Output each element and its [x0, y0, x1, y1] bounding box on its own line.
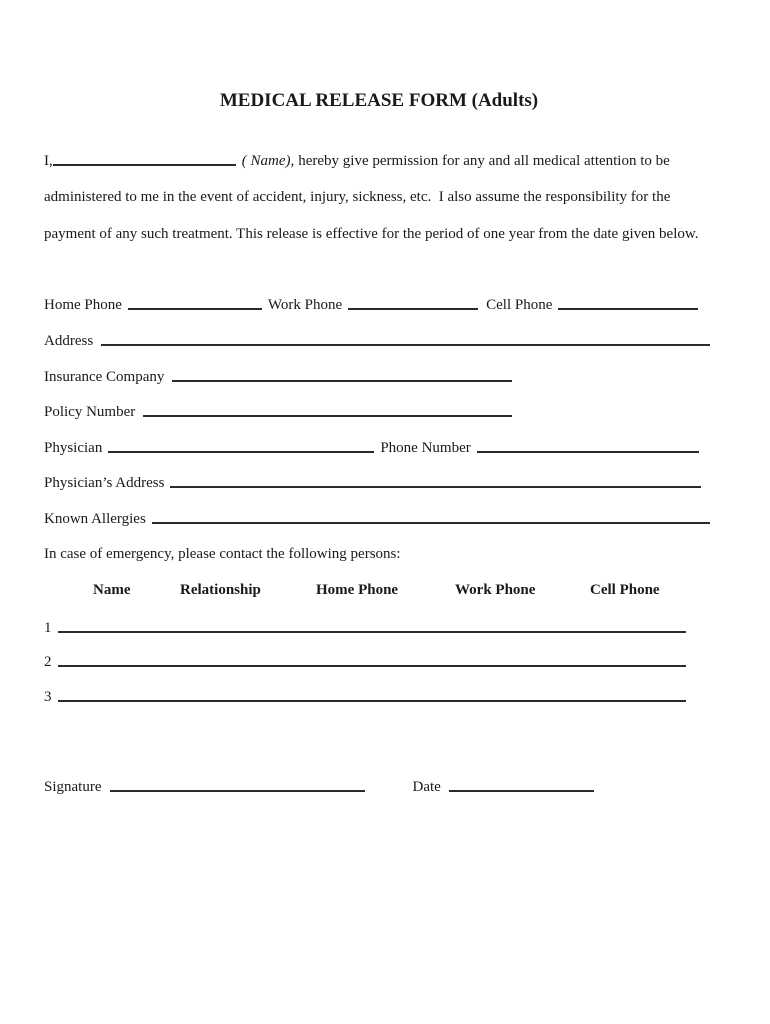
- known-allergies-row: [44, 508, 714, 530]
- row-3-number: 3: [44, 689, 52, 705]
- date-blank-field[interactable]: [449, 785, 594, 792]
- physician-row: [44, 437, 714, 459]
- intro-line-2: administered to me in the event of accident, injury, sickness, etc. I also assume the responsibility for the: [44, 189, 671, 205]
- address-blank-field[interactable]: [101, 339, 710, 346]
- signature-label: Signature: [44, 779, 102, 795]
- known-allergies-blank-field[interactable]: [152, 517, 710, 524]
- intro-prefix: I,: [44, 153, 53, 169]
- emergency-contact-row-1: [44, 617, 714, 639]
- emergency-contact-1-blank-field[interactable]: [58, 626, 686, 633]
- intro-line-1-text: hereby give permission for any and all medical attention to be: [298, 153, 670, 169]
- intro-line-1: [44, 150, 714, 172]
- emergency-contacts-intro: In case of emergency, please contact the following persons:: [44, 546, 401, 562]
- physicians-address-blank-field[interactable]: [170, 481, 701, 488]
- intro-line-3: payment of any such treatment. This release is effective for the period of one year from the date given below.: [44, 226, 699, 242]
- work-phone-label: Work Phone: [267, 297, 343, 313]
- name-hint: ( Name),: [241, 153, 295, 169]
- physicians-address-label: Physician’s Address: [44, 475, 165, 491]
- row-1-number: 1: [44, 620, 52, 636]
- address-row: [44, 330, 714, 352]
- name-blank-field[interactable]: [53, 159, 236, 166]
- physician-blank-field[interactable]: [108, 446, 374, 453]
- known-allergies-label: Known Allergies: [44, 511, 146, 527]
- policy-number-blank-field[interactable]: [143, 410, 512, 417]
- insurance-company-blank-field[interactable]: [172, 375, 512, 382]
- column-header-name: Name: [93, 582, 131, 598]
- home-phone-label: Home Phone: [44, 297, 122, 313]
- emergency-contact-row-2: [44, 651, 714, 673]
- emergency-contact-row-3: [44, 686, 714, 708]
- emergency-contacts-header-row: [44, 579, 714, 601]
- phone-number-label: Phone Number: [380, 440, 471, 456]
- policy-number-row: [44, 401, 714, 423]
- address-label: Address: [44, 333, 94, 349]
- cell-phone-label: Cell Phone: [486, 297, 553, 313]
- physician-label: Physician: [44, 440, 103, 456]
- signature-row: [44, 776, 714, 798]
- insurance-company-row: [44, 366, 714, 388]
- signature-blank-field[interactable]: [110, 785, 365, 792]
- policy-number-label: Policy Number: [44, 404, 136, 420]
- row-2-number: 2: [44, 654, 52, 670]
- phone-number-blank-field[interactable]: [477, 446, 699, 453]
- phones-row: [44, 294, 714, 316]
- work-phone-blank-field[interactable]: [348, 303, 478, 310]
- column-header-home-phone: Home Phone: [316, 582, 399, 598]
- date-label: Date: [412, 779, 441, 795]
- column-header-work-phone: Work Phone: [455, 582, 536, 598]
- cell-phone-blank-field[interactable]: [558, 303, 698, 310]
- column-header-cell-phone: Cell Phone: [590, 582, 660, 598]
- insurance-company-label: Insurance Company: [44, 369, 165, 385]
- page-title: MEDICAL RELEASE FORM (Adults): [219, 90, 539, 111]
- emergency-contact-3-blank-field[interactable]: [58, 695, 686, 702]
- column-header-relationship: Relationship: [180, 582, 261, 598]
- home-phone-blank-field[interactable]: [128, 303, 262, 310]
- physicians-address-row: [44, 472, 714, 494]
- emergency-contact-2-blank-field[interactable]: [58, 660, 686, 667]
